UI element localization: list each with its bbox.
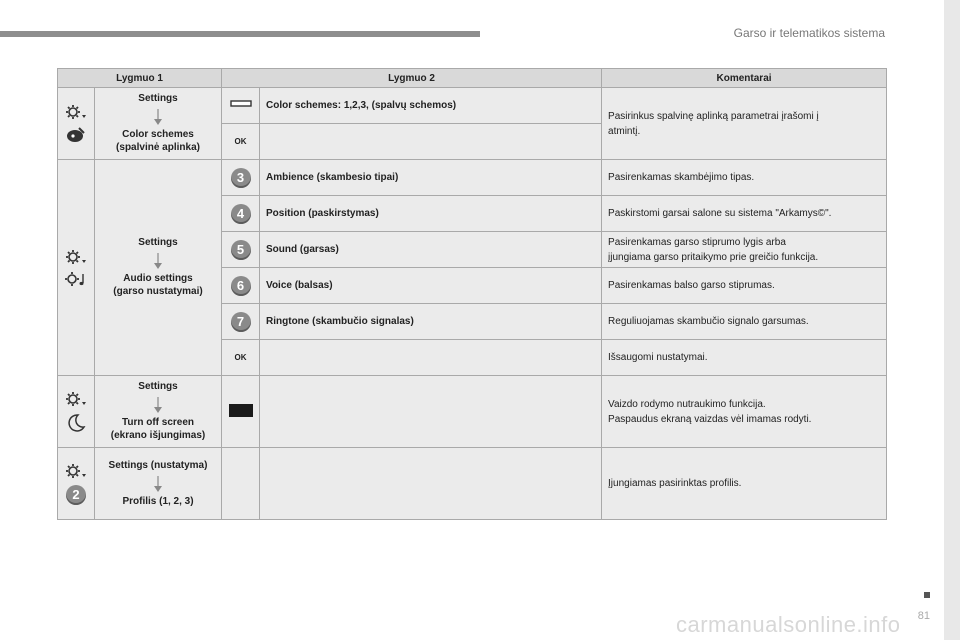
empty-cell: [260, 448, 602, 520]
comment-voice: Pasirenkamas balso garso stiprumas.: [602, 268, 887, 304]
table-row: [58, 376, 887, 448]
level1-settings-label: Settings (nustatyma): [108, 460, 208, 471]
level2-ringtone: Ringtone (skambučio signalas): [260, 304, 602, 340]
level1-subtitle: (ekrano išjungimas): [110, 430, 206, 442]
level1-settings-label: Settings: [138, 237, 178, 249]
level1-settings-label: Settings: [138, 93, 178, 105]
l2-icon-cell: [222, 124, 260, 160]
table-row: [58, 88, 887, 124]
col-header-comments: Komentarai: [602, 69, 887, 88]
level1-subtitle: (spalvinė aplinka): [116, 142, 200, 154]
moon-icon: [66, 413, 86, 433]
comment-line: Vaizdo rodymo nutraukimo funkcija.: [608, 398, 766, 410]
black-screen-icon: [229, 404, 253, 417]
level2-position: Position (paskirstymas): [260, 196, 602, 232]
step-number-badge: 5: [231, 240, 251, 260]
icon-cell: [58, 376, 95, 448]
level1-title: Profilis (1, 2, 3): [122, 495, 194, 507]
level1-turn-off-screen: [95, 376, 222, 448]
step-number-badge: 2: [66, 485, 86, 505]
comment-save: Išsaugomi nustatymai.: [602, 340, 887, 376]
level1-audio-settings: [95, 160, 222, 376]
settings-gear-icon: [65, 104, 87, 120]
comment-line: Pasirenkamas garso stiprumo lygis arba: [608, 236, 786, 248]
icon-cell: [58, 88, 95, 160]
table-row: [58, 448, 887, 520]
level1-subtitle: (garso nustatymai): [113, 286, 203, 298]
level1-title: Color schemes: [122, 128, 194, 140]
level2-voice: Voice (balsas): [260, 268, 602, 304]
step-number-badge: 4: [231, 204, 251, 224]
level1-settings-label: Settings: [138, 381, 178, 393]
comment-sound: [602, 232, 887, 268]
empty-cell: [260, 376, 602, 448]
settings-gear-icon: [65, 249, 87, 265]
comment-color-schemes: [602, 88, 887, 160]
down-arrow-icon: [153, 109, 163, 125]
level1-color-schemes: [95, 88, 222, 160]
level1-title: Turn off screen: [121, 416, 195, 428]
icon-cell: [58, 160, 95, 376]
col-header-level2: Lygmuo 2: [222, 69, 602, 88]
step-number-badge: 7: [231, 312, 251, 332]
l2-icon-cell: [222, 304, 260, 340]
down-arrow-icon: [153, 397, 163, 413]
color-bar-icon: [230, 100, 252, 108]
step-number-badge: 3: [231, 168, 251, 188]
table-row: [58, 160, 887, 196]
l2-icon-cell: [222, 340, 260, 376]
comment-line: atmintį.: [608, 125, 641, 137]
bullet-mark: [924, 592, 930, 598]
l2-icon-cell: [222, 88, 260, 124]
l2-icon-cell: [222, 232, 260, 268]
ok-button-icon: OK: [234, 353, 247, 362]
comment-ringtone: Reguliuojamas skambučio signalo garsumas.: [602, 304, 887, 340]
l2-icon-cell: [222, 376, 260, 448]
empty-cell: [222, 448, 260, 520]
header-bar: [0, 31, 480, 37]
level2-ambience: Ambience (skambesio tipai): [260, 160, 602, 196]
palette-icon: [65, 126, 87, 144]
settings-gear-icon: [65, 463, 87, 479]
level2-sound: Sound (garsas): [260, 232, 602, 268]
step-number-badge: 6: [231, 276, 251, 296]
page-header-title: Garso ir telematikos sistema: [733, 26, 885, 40]
ok-button-icon: OK: [234, 137, 247, 146]
page-number: 81: [917, 610, 930, 622]
settings-table: [57, 68, 887, 520]
level1-profile: [95, 448, 222, 520]
icon-cell: [58, 448, 95, 520]
comment-line: įjungiama garso pritaikymo prie greičio funkcija.: [608, 251, 819, 263]
side-strip: [944, 0, 960, 640]
down-arrow-icon: [153, 253, 163, 269]
comment-line: Paspaudus ekraną vaizdas vėl imamas rodyti.: [608, 413, 812, 425]
comment-ambience: Pasirenkamas skambėjimo tipas.: [602, 160, 887, 196]
level1-title: Audio settings: [123, 272, 193, 284]
level2-color-schemes: Color schemes: 1,2,3, (spalvų schemos): [260, 88, 602, 124]
down-arrow-icon: [153, 476, 163, 492]
l2-icon-cell: [222, 160, 260, 196]
audio-settings-icon: [64, 271, 88, 287]
l2-icon-cell: [222, 196, 260, 232]
comment-position: Paskirstomi garsai salone su sistema "Arkamys©".: [602, 196, 887, 232]
settings-gear-icon: [65, 391, 87, 407]
empty-cell: [260, 124, 602, 160]
comment-profile: Įjungiamas pasirinktas profilis.: [602, 448, 887, 520]
col-header-level1: Lygmuo 1: [58, 69, 222, 88]
l2-icon-cell: [222, 268, 260, 304]
comment-turn-off-screen: [602, 376, 887, 448]
table-header-row: [58, 69, 887, 88]
comment-line: Pasirinkus spalvinę aplinką parametrai įrašomi į: [608, 110, 819, 122]
empty-cell: [260, 340, 602, 376]
watermark: carmanualsonline.info: [676, 612, 901, 637]
